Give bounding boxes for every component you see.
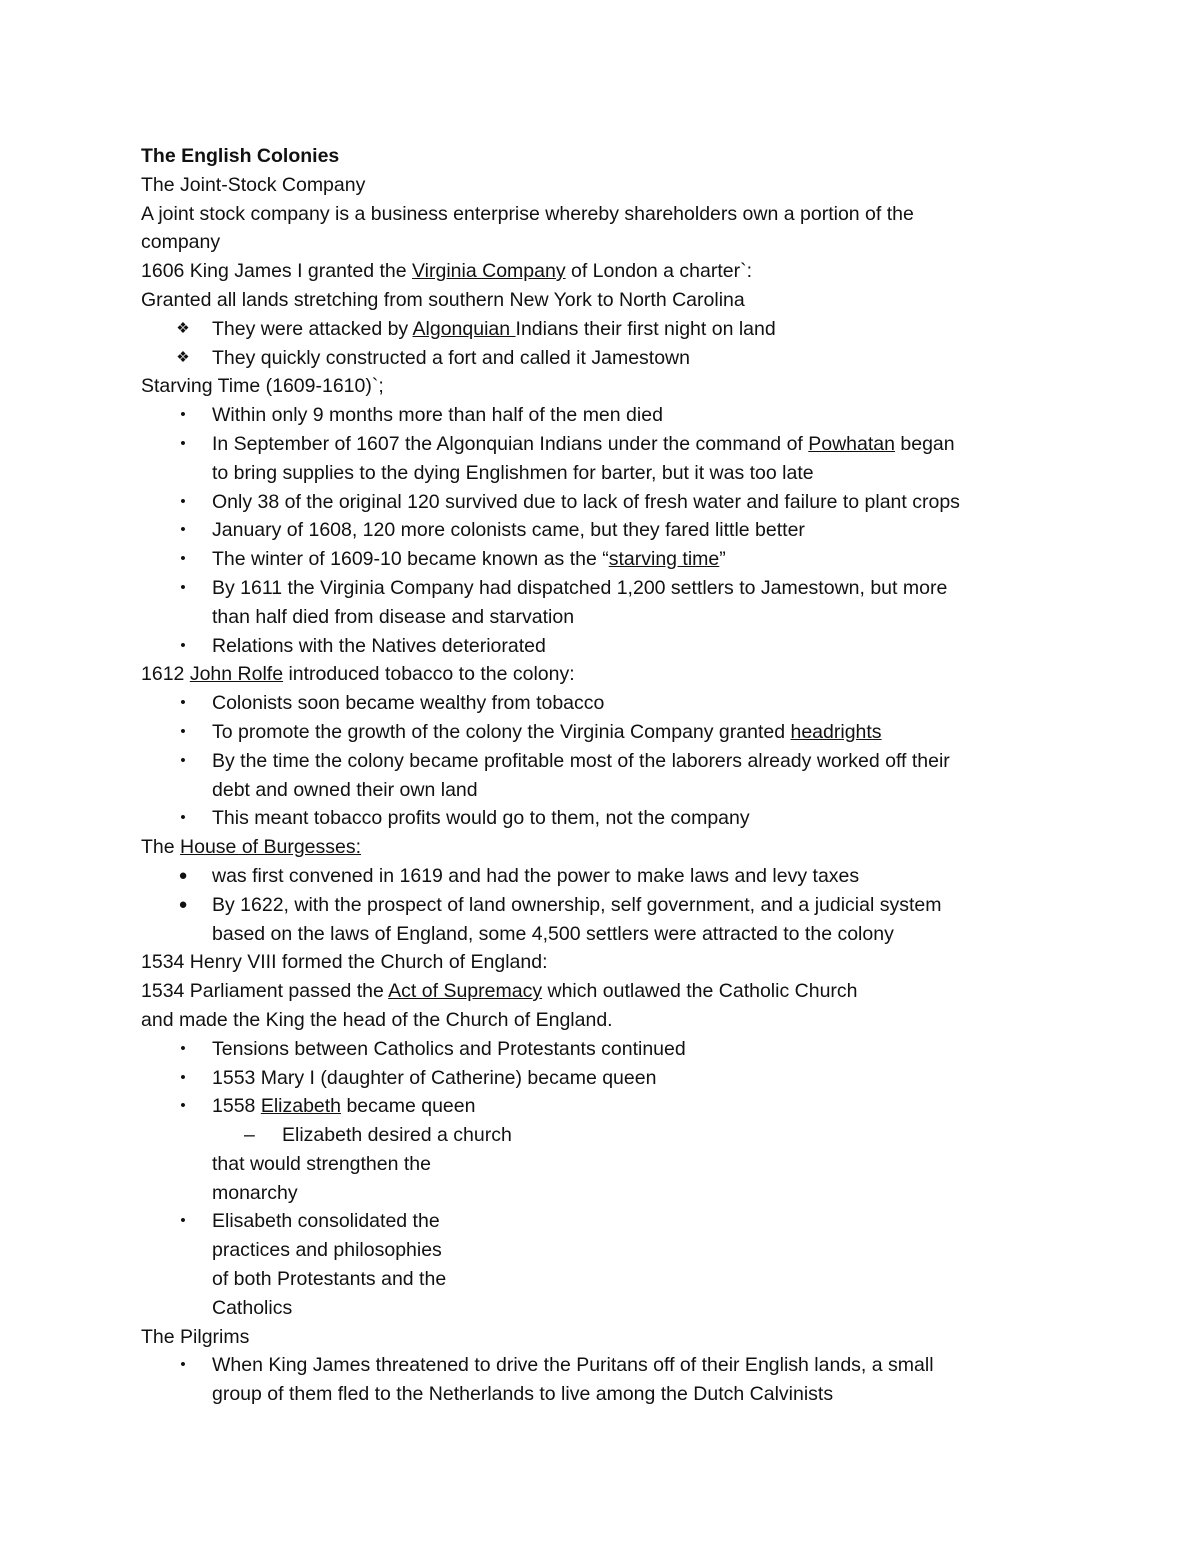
- text-run: 1606 King James I granted the: [141, 260, 413, 283]
- text-run: and made the King the head of the Church of England.: [141, 1008, 613, 1031]
- bullet-line: [141, 1351, 1071, 1380]
- text-line: [141, 1380, 1071, 1409]
- underlined-term: Act of Supremacy: [388, 980, 543, 1003]
- text-run: than half died from disease and starvation: [212, 605, 575, 628]
- document-body: [141, 142, 1071, 1409]
- text-line: [141, 1265, 1071, 1294]
- bullet-marker: •: [180, 521, 186, 539]
- text-run: debt and owned their own land: [212, 778, 478, 801]
- text-line: [141, 1236, 1071, 1265]
- bullet-line: [141, 804, 1071, 833]
- text-run: 1534 Henry VIII formed the Church of England:: [141, 951, 548, 974]
- text-run: 1534 Parliament passed the: [141, 980, 389, 1003]
- bullet-marker: •: [180, 406, 186, 424]
- text-line: [141, 977, 1071, 1006]
- text-run: began: [894, 432, 955, 455]
- text-line: [141, 603, 1071, 632]
- bullet-line: [141, 430, 1071, 459]
- text-run: The: [141, 836, 181, 859]
- bullet-marker: •: [180, 1212, 186, 1230]
- bullet-line: [141, 315, 1071, 344]
- bullet-line: [141, 344, 1071, 373]
- text-line: [141, 372, 1071, 401]
- bullet-marker: •: [180, 1039, 186, 1057]
- underlined-term: House of Burgesses:: [180, 836, 362, 859]
- text-run: practices and philosophies: [212, 1239, 442, 1262]
- text-run: The Pilgrims: [141, 1325, 250, 1348]
- text-line: [141, 660, 1071, 689]
- text-run: of London a charter`:: [565, 260, 753, 283]
- text-line: [141, 1323, 1071, 1352]
- underlined-term: John Rolfe: [189, 663, 284, 686]
- text-run: January of 1608, 120 more colonists came, but they fared little better: [212, 519, 805, 542]
- text-line: [141, 776, 1071, 805]
- bullet-line: [141, 488, 1071, 517]
- text-run: The Joint-Stock Company: [141, 173, 366, 196]
- text-run: which outlawed the Catholic Church: [542, 980, 858, 1003]
- bullet-line: [141, 747, 1071, 776]
- text-line: [141, 286, 1071, 315]
- bullet-marker: •: [180, 809, 186, 827]
- text-run: based on the laws of England, some 4,500 settlers were attracted to the colony: [212, 922, 894, 945]
- text-run: introduced tobacco to the colony:: [283, 663, 575, 686]
- bullet-line: [141, 1035, 1071, 1064]
- text-line: [141, 1179, 1071, 1208]
- underlined-term: Virginia Company: [412, 260, 566, 283]
- text-line: [141, 200, 1071, 229]
- text-run: 1612: [141, 663, 190, 686]
- text-run: that would strengthen the: [212, 1152, 431, 1175]
- text-run: When King James threatened to drive the Puritans off of their English lands, a small: [212, 1354, 934, 1377]
- text-run: company: [141, 231, 221, 254]
- text-run: ”: [719, 548, 726, 571]
- text-run: became queen: [341, 1095, 476, 1118]
- text-run: A joint stock company is a business enterprise whereby shareholders own a portion of the: [141, 202, 914, 225]
- text-run: By 1611 the Virginia Company had dispatched 1,200 settlers to Jamestown, but more: [212, 576, 948, 599]
- underlined-term: Elizabeth: [260, 1095, 342, 1118]
- bullet-marker: •: [180, 1097, 186, 1115]
- text-run: was first convened in 1619 and had the power to make laws and levy taxes: [212, 864, 860, 887]
- bullet-marker: •: [180, 722, 186, 740]
- text-line: [141, 1006, 1071, 1035]
- bullet-line: [141, 516, 1071, 545]
- text-line: [141, 833, 1071, 862]
- text-line: [141, 1150, 1071, 1179]
- bullet-line: [141, 632, 1071, 661]
- text-line: [141, 920, 1071, 949]
- bullet-line: [141, 891, 1071, 920]
- text-run: group of them fled to the Netherlands to live among the Dutch Calvinists: [212, 1383, 834, 1406]
- text-run: to bring supplies to the dying Englishmen for barter, but it was too late: [212, 461, 814, 484]
- text-line: [141, 1121, 1071, 1150]
- text-run: 1558: [212, 1095, 261, 1118]
- bullet-line: [141, 689, 1071, 718]
- text-run: By 1622, with the prospect of land ownership, self government, and a judicial system: [212, 893, 942, 916]
- bullet-marker: •: [180, 636, 186, 654]
- text-run: In September of 1607 the Algonquian Indians under the command of: [212, 432, 809, 455]
- bullet-line: [141, 862, 1071, 891]
- text-run: Starving Time (1609-1610)`;: [141, 375, 384, 398]
- text-line: [141, 171, 1071, 200]
- text-run: monarchy: [212, 1181, 298, 1204]
- text-run: The winter of 1609-10 became known as the “: [212, 548, 609, 571]
- text-line: [141, 459, 1071, 488]
- bullet-marker: •: [180, 1068, 186, 1086]
- bullet-marker: •: [180, 550, 186, 568]
- underlined-term: Powhatan: [808, 432, 895, 455]
- text-run: Granted all lands stretching from southern New York to North Carolina: [141, 288, 745, 311]
- bullet-marker: •: [180, 492, 186, 510]
- underlined-term: starving time: [608, 548, 720, 571]
- text-run: They quickly constructed a fort and called it Jamestown: [212, 346, 690, 369]
- dash-marker: –: [244, 1124, 255, 1147]
- text-run: Colonists soon became wealthy from tobacco: [212, 692, 605, 715]
- text-line: [141, 948, 1071, 977]
- text-run: Indians their first night on land: [515, 317, 776, 340]
- document-title: [141, 142, 1071, 171]
- text-run: Elizabeth desired a church: [282, 1124, 512, 1147]
- underlined-term: Algonquian: [412, 317, 516, 340]
- text-run: Relations with the Natives deteriorated: [212, 634, 546, 657]
- text-run: Within only 9 months more than half of the men died: [212, 404, 663, 427]
- bullet-marker: ❖: [176, 319, 190, 337]
- text-run: They were attacked by: [212, 317, 413, 340]
- bullet-line: [141, 718, 1071, 747]
- text-line: [141, 1294, 1071, 1323]
- text-run: Only 38 of the original 120 survived due to lack of fresh water and failure to plant crops: [212, 490, 960, 513]
- bullet-line: [141, 545, 1071, 574]
- text-run: By the time the colony became profitable most of the laborers already worked off their: [212, 749, 950, 772]
- text-run: To promote the growth of the colony the Virginia Company granted: [212, 720, 791, 743]
- text-run: Tensions between Catholics and Protestants continued: [212, 1037, 686, 1060]
- bullet-line: [141, 574, 1071, 603]
- text-run: This meant tobacco profits would go to them, not the company: [212, 807, 750, 830]
- text-line: [141, 257, 1071, 286]
- text-run: Elisabeth consolidated the: [212, 1210, 440, 1233]
- bullet-marker: •: [180, 1356, 186, 1374]
- underlined-term: headrights: [790, 720, 882, 743]
- text-run: of both Protestants and the: [212, 1268, 447, 1291]
- bullet-marker: •: [180, 434, 186, 452]
- bullet-line: [141, 1064, 1071, 1093]
- bullet-marker: ●: [178, 895, 188, 913]
- text-run: 1553 Mary I (daughter of Catherine) became queen: [212, 1066, 657, 1089]
- bullet-marker: ●: [178, 866, 188, 884]
- bullet-line: [141, 1207, 1071, 1236]
- text-line: [141, 228, 1071, 257]
- bullet-marker: ❖: [176, 348, 190, 366]
- text-run: Catholics: [212, 1296, 293, 1319]
- text-run: The English Colonies: [141, 145, 340, 167]
- bullet-marker: •: [180, 694, 186, 712]
- bullet-line: [141, 401, 1071, 430]
- bullet-marker: •: [180, 578, 186, 596]
- bullet-marker: •: [180, 751, 186, 769]
- bullet-line: [141, 1092, 1071, 1121]
